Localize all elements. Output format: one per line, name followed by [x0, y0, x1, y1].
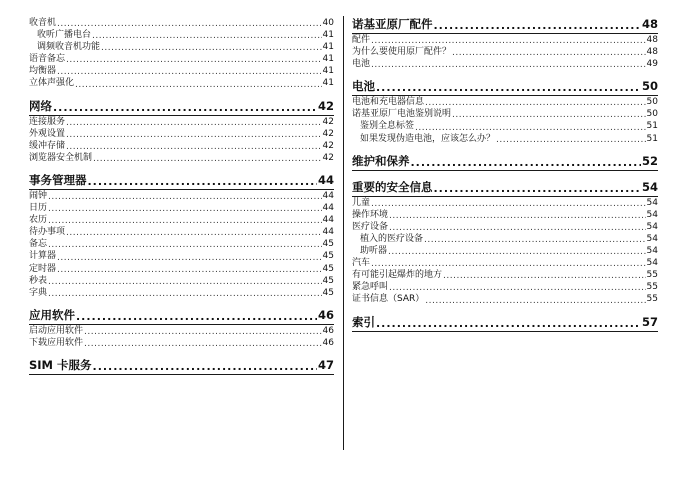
toc-entry-title: 字典 — [29, 287, 48, 298]
toc-entry-page: 41 — [322, 66, 334, 77]
toc-entry-page: 42 — [322, 140, 334, 151]
toc-leader-dots — [388, 247, 646, 257]
toc-entry[interactable] — [352, 197, 658, 209]
toc-entry-title: 收音机 — [29, 18, 57, 28]
toc-entry-title: 语音备忘 — [29, 54, 66, 65]
toc-leader-dots — [48, 289, 322, 299]
toc-entry-page: 49 — [646, 59, 658, 70]
toc-entry-title: 电池 — [352, 59, 371, 70]
toc-entry-title: 有可能引起爆炸的地方 — [352, 270, 443, 281]
toc-entry[interactable] — [352, 58, 658, 70]
toc-entry-title: 外观设置 — [29, 128, 66, 139]
toc-entry-page: 41 — [322, 78, 334, 89]
toc-section — [29, 173, 334, 299]
toc-entry[interactable] — [29, 140, 334, 152]
toc-entry[interactable] — [29, 275, 334, 287]
toc-entry[interactable] — [352, 108, 658, 120]
toc-section — [352, 17, 658, 70]
toc-entry[interactable] — [29, 65, 334, 77]
toc-entry-page: 48 — [646, 47, 658, 58]
toc-entry[interactable] — [29, 263, 334, 275]
toc-leader-dots — [443, 271, 646, 281]
toc-leader-dots — [93, 154, 322, 164]
toc-section — [29, 358, 334, 375]
toc-entry-title: 日历 — [29, 203, 48, 214]
toc-leader-dots — [84, 327, 322, 337]
toc-entry[interactable] — [352, 293, 658, 305]
toc-leader-dots — [452, 110, 646, 120]
toc-entry-page: 45 — [322, 239, 334, 250]
toc-heading-page: 46 — [317, 307, 334, 322]
toc-entry-title: 定时器 — [29, 263, 57, 274]
toc-heading-page: 44 — [317, 172, 334, 187]
toc-entry-title: 收听广播电台 — [37, 30, 92, 41]
toc-leader-dots — [93, 361, 317, 373]
toc-entry-page: 54 — [646, 233, 658, 244]
toc-leader-dots — [434, 20, 641, 32]
toc-entry-page: 44 — [322, 190, 334, 201]
toc-section-heading[interactable] — [29, 358, 334, 375]
toc-entry-page: 46 — [322, 337, 334, 348]
toc-leader-dots — [76, 311, 317, 323]
toc-entry-title: 调频收音机功能 — [37, 42, 101, 53]
toc-entry-title: 电池和充电器信息 — [352, 97, 425, 108]
toc-leader-dots — [57, 253, 322, 263]
toc-entry-title: 备忘 — [29, 239, 48, 250]
toc-entry-page: 41 — [322, 30, 334, 41]
toc-entry[interactable] — [29, 238, 334, 250]
toc-heading-title: 维护和保养 — [352, 153, 410, 168]
toc-entry[interactable] — [352, 257, 658, 269]
toc-entry[interactable] — [29, 287, 334, 299]
toc-section — [352, 315, 658, 332]
toc-leader-dots — [371, 259, 646, 269]
toc-heading-title: 电池 — [352, 79, 375, 94]
toc-heading-title: 应用软件 — [29, 307, 75, 322]
toc-entry-page: 54 — [646, 246, 658, 257]
toc-entry-page: 50 — [646, 97, 658, 108]
toc-subentry[interactable] — [352, 245, 658, 257]
toc-heading-title: SIM 卡服务 — [29, 357, 92, 372]
toc-entry-page: 54 — [646, 209, 658, 220]
toc-entry-title: 立体声强化 — [29, 78, 75, 89]
toc-leader-dots — [75, 80, 322, 90]
toc-entry-title: 助听器 — [360, 246, 388, 257]
toc-entry-title: 医疗设备 — [352, 221, 389, 232]
toc-section-heading[interactable] — [29, 308, 334, 325]
toc-entry-page: 55 — [646, 294, 658, 305]
toc-leader-dots — [376, 82, 641, 94]
toc-entry[interactable] — [29, 202, 334, 214]
toc-leader-dots — [48, 192, 322, 202]
toc-entry-page: 55 — [646, 270, 658, 281]
toc-entry-page: 45 — [322, 263, 334, 274]
toc-entry-title: 闹钟 — [29, 190, 48, 201]
toc-entry-title: 儿童 — [352, 197, 371, 208]
toc-column-left — [29, 17, 334, 375]
toc-section — [29, 17, 334, 90]
toc-leader-dots — [101, 43, 322, 53]
toc-section — [352, 154, 658, 171]
toc-entry-page: 54 — [646, 258, 658, 269]
toc-leader-dots — [92, 31, 322, 41]
toc-leader-dots — [371, 60, 646, 70]
toc-leader-dots — [57, 265, 322, 275]
toc-entry-page: 40 — [322, 18, 334, 28]
toc-entry[interactable] — [29, 226, 334, 238]
toc-entry-title: 植入的医疗设备 — [360, 233, 424, 244]
toc-section-heading[interactable] — [352, 17, 658, 34]
toc-subentry[interactable] — [29, 41, 334, 53]
toc-entry-page: 42 — [322, 116, 334, 127]
toc-entry[interactable] — [29, 17, 334, 29]
column-divider — [343, 16, 344, 450]
toc-section — [29, 99, 334, 164]
toc-leader-dots — [84, 339, 322, 349]
toc-entry-title: 鉴别全息标签 — [360, 121, 415, 132]
toc-leader-dots — [66, 228, 322, 238]
toc-entry-title: 农历 — [29, 215, 48, 226]
toc-entry-page: 42 — [322, 152, 334, 163]
toc-entry[interactable] — [29, 250, 334, 262]
toc-entry-title: 配件 — [352, 35, 371, 45]
toc-leader-dots — [88, 176, 317, 188]
toc-leader-dots — [496, 135, 646, 145]
toc-leader-dots — [48, 216, 322, 226]
toc-entry-title: 为什么要使用原厂配件？ — [352, 47, 452, 58]
toc-heading-title: 索引 — [352, 314, 375, 329]
toc-heading-page: 42 — [317, 98, 334, 113]
toc-heading-page: 57 — [641, 314, 658, 329]
toc-entry-title: 浏览器安全机制 — [29, 152, 93, 163]
toc-entry[interactable] — [29, 77, 334, 89]
toc-entry-title: 汽车 — [352, 258, 371, 269]
toc-leader-dots — [434, 183, 641, 195]
toc-leader-dots — [66, 55, 322, 65]
toc-entry-title: 待办事项 — [29, 227, 66, 238]
toc-leader-dots — [57, 19, 322, 29]
toc-section-heading[interactable] — [352, 315, 658, 332]
toc-leader-dots — [389, 223, 646, 233]
toc-entry[interactable] — [352, 269, 658, 281]
toc-leader-dots — [66, 142, 322, 152]
toc-entry-title: 下载应用软件 — [29, 337, 84, 348]
toc-section-heading[interactable] — [29, 99, 334, 116]
toc-leader-dots — [371, 36, 646, 46]
toc-heading-title: 事务管理器 — [29, 172, 87, 187]
toc-leader-dots — [424, 235, 646, 245]
toc-entry-page: 41 — [322, 42, 334, 53]
toc-entry-title: 诺基亚原厂电池鉴别说明 — [352, 109, 452, 120]
toc-entry[interactable] — [352, 221, 658, 233]
toc-entry-title: 计算器 — [29, 251, 57, 262]
toc-entry-page: 51 — [646, 121, 658, 132]
toc-subentry[interactable] — [352, 233, 658, 245]
toc-heading-title: 重要的安全信息 — [352, 179, 433, 194]
toc-entry-title: 证书信息（SAR） — [352, 294, 425, 305]
toc-entry[interactable] — [29, 214, 334, 226]
toc-entry-title: 操作环境 — [352, 209, 389, 220]
toc-entry-page: 44 — [322, 215, 334, 226]
toc-entry-page: 51 — [646, 133, 658, 144]
toc-entry-title: 启动应用软件 — [29, 325, 84, 336]
toc-entry-page: 44 — [322, 227, 334, 238]
toc-leader-dots — [48, 240, 322, 250]
toc-entry[interactable] — [29, 116, 334, 128]
toc-leader-dots — [425, 296, 645, 306]
toc-leader-dots — [57, 67, 322, 77]
toc-entry-page: 45 — [322, 275, 334, 286]
toc-entry[interactable] — [352, 209, 658, 221]
toc-heading-title: 网络 — [29, 98, 52, 113]
toc-leader-dots — [411, 157, 641, 169]
toc-leader-dots — [371, 199, 646, 209]
toc-entry-page: 45 — [322, 287, 334, 298]
toc-subentry[interactable] — [352, 133, 658, 145]
toc-entry[interactable] — [29, 190, 334, 202]
toc-subentry[interactable] — [352, 120, 658, 132]
toc-heading-page: 48 — [641, 17, 658, 31]
toc-entry[interactable] — [352, 34, 658, 46]
toc-heading-title: 诺基亚原厂配件 — [352, 17, 433, 31]
toc-entry-title: 如果发现伪造电池，应该怎么办？ — [360, 133, 496, 144]
toc-entry-title: 秒表 — [29, 275, 48, 286]
toc-entry-page: 54 — [646, 197, 658, 208]
toc-entry-page: 55 — [646, 282, 658, 293]
toc-entry[interactable] — [29, 128, 334, 140]
toc-heading-page: 47 — [317, 357, 334, 372]
toc-entry-page: 48 — [646, 35, 658, 45]
toc-entry[interactable] — [352, 96, 658, 108]
toc-leader-dots — [48, 277, 322, 287]
toc-column-right — [352, 17, 658, 332]
toc-leader-dots — [53, 102, 317, 114]
toc-leader-dots — [48, 204, 322, 214]
toc-entry-title: 连接服务 — [29, 116, 66, 127]
toc-section — [352, 180, 658, 306]
toc-section — [352, 79, 658, 144]
toc-entry-page: 44 — [322, 203, 334, 214]
toc-entry[interactable] — [29, 152, 334, 164]
toc-section-heading[interactable] — [352, 180, 658, 197]
toc-heading-page: 50 — [641, 79, 658, 94]
toc-entry-page: 54 — [646, 221, 658, 232]
toc-leader-dots — [376, 318, 641, 330]
toc-leader-dots — [425, 98, 646, 108]
toc-entry[interactable] — [352, 46, 658, 58]
toc-entry[interactable] — [352, 281, 658, 293]
toc-entry-title: 缓冲存储 — [29, 140, 66, 151]
toc-leader-dots — [389, 283, 646, 293]
toc-entry-page: 45 — [322, 251, 334, 262]
toc-leader-dots — [452, 48, 646, 58]
toc-section-heading[interactable] — [352, 154, 658, 171]
toc-entry-page: 41 — [322, 54, 334, 65]
toc-heading-page: 54 — [641, 179, 658, 194]
toc-entry[interactable] — [29, 337, 334, 349]
toc-entry-page: 42 — [322, 128, 334, 139]
toc-section-heading[interactable] — [352, 79, 658, 96]
toc-entry-page: 46 — [322, 325, 334, 336]
toc-section — [29, 308, 334, 349]
toc-entry[interactable] — [29, 325, 334, 337]
toc-leader-dots — [415, 123, 646, 133]
toc-leader-dots — [389, 211, 646, 221]
toc-entry-title: 均衡器 — [29, 66, 57, 77]
toc-section-heading[interactable] — [29, 173, 334, 190]
toc-leader-dots — [66, 130, 322, 140]
toc-heading-page: 52 — [641, 153, 658, 168]
toc-entry[interactable] — [29, 53, 334, 65]
toc-subentry[interactable] — [29, 29, 334, 41]
toc-leader-dots — [66, 118, 322, 128]
toc-entry-title: 紧急呼叫 — [352, 282, 389, 293]
toc-entry-page: 50 — [646, 109, 658, 120]
